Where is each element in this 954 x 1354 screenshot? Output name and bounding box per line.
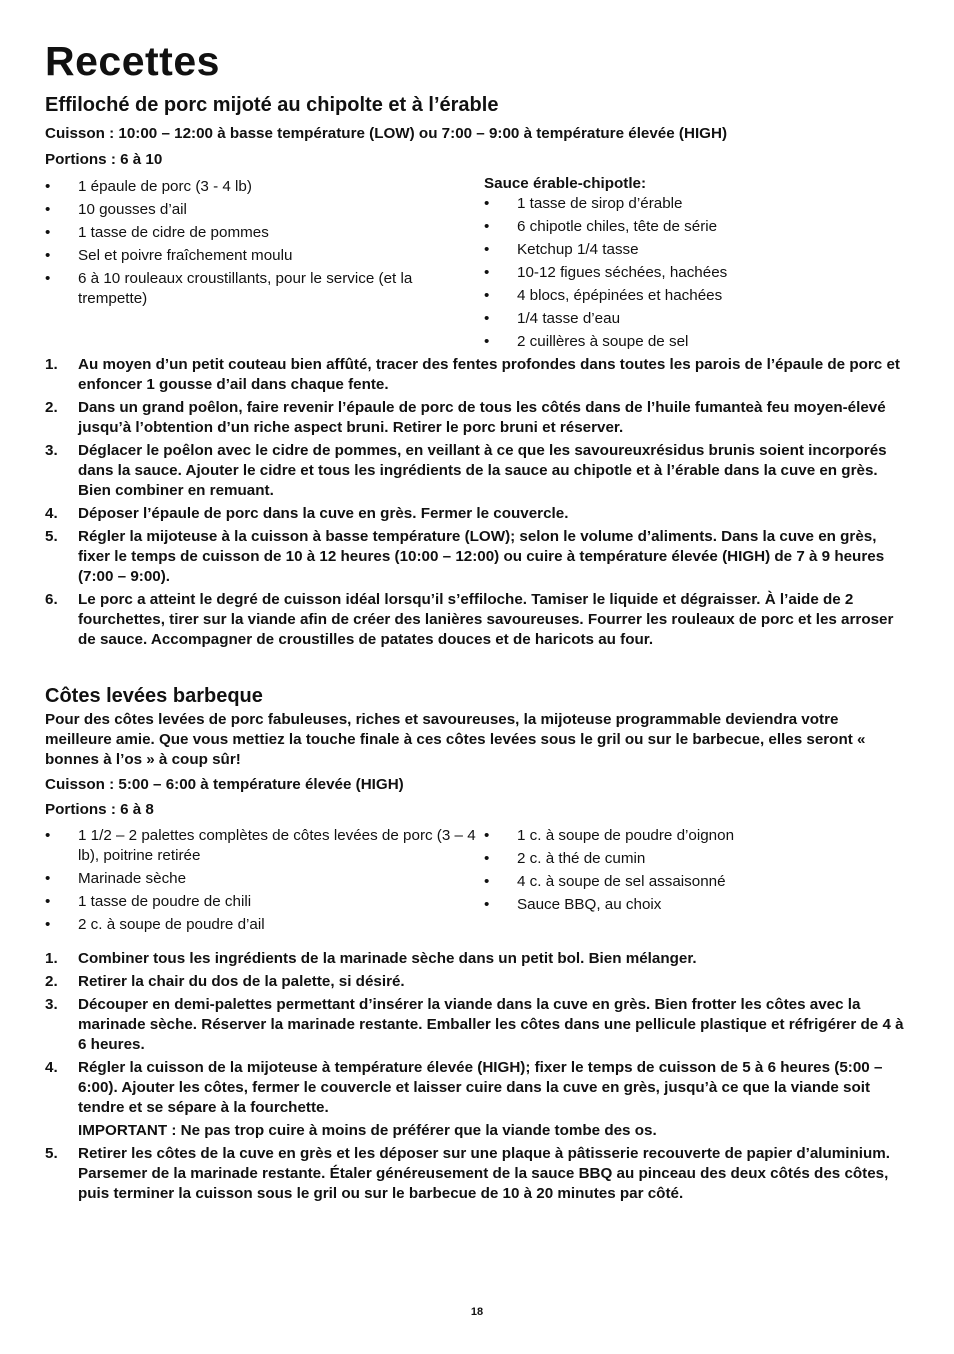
page-number: 18	[470, 1306, 484, 1318]
step-text: Découper en demi-palettes permettant d’insérer la viande dans la cuve en grès. Bien frotter les côtes avec la marinade sèche. Réserver la marinade restante. Emballer les côtes dans une pellicule plastique et réfrigérer de 4 à 6 heures.	[78, 996, 904, 1053]
step-item	[45, 1058, 907, 1118]
recipe2-ingredients-right	[484, 826, 907, 935]
step-number: 2.	[45, 399, 58, 416]
page-title: Recettes	[45, 38, 220, 84]
recipe2-ingredients-left	[45, 826, 484, 935]
step-item	[45, 398, 907, 438]
ingredient-item: • 10 gousses d’ail	[45, 200, 484, 220]
step-number: 1.	[45, 356, 58, 373]
step-number: 3.	[45, 442, 58, 459]
sauce-ingredient-item: • 1/4 tasse d’eau	[484, 309, 907, 329]
recipe2-cooking-time: Cuisson : 5:00 – 6:00 à température élevée (HIGH)	[45, 776, 404, 793]
ingredient-item: • 1 tasse de cidre de pommes	[45, 223, 484, 243]
step-number: 2.	[45, 973, 58, 990]
recipe1-ingredients-left	[45, 174, 484, 352]
recipe2-title: Côtes levées barbeque	[45, 685, 263, 707]
sauce-ingredient-item: • 1 tasse de sirop d’érable	[484, 194, 907, 214]
recipe2-intro: Pour des côtes levées de porc fabuleuses, riches et savoureuses, la mijoteuse programmable deviendra votre meilleure amie. Que vous mettiez la touche finale à ces côtes levées sous le gril ou sur le barbecue, elles seront « bonnes à l’os » à coup sûr!	[45, 711, 866, 768]
sauce-ingredient-item: • 4 blocs, épépinées et hachées	[484, 286, 907, 306]
ingredient-item: • Sel et poivre fraîchement moulu	[45, 246, 484, 266]
recipe2-steps	[45, 949, 907, 1204]
step-number: 5.	[45, 1145, 58, 1162]
step-item	[45, 527, 907, 587]
step-text: Au moyen d’un petit couteau bien affûté, tracer des fentes profondes dans toutes les parois de l’épaule de porc et enfoncer 1 gousse d’ail dans chaque fente.	[78, 356, 900, 393]
step-number: 4.	[45, 505, 58, 522]
step-text: Retirer la chair du dos de la palette, si désiré.	[78, 973, 405, 990]
ingredient-item: • 1 tasse de poudre de chili	[45, 892, 484, 912]
ingredient-item: • 1 épaule de porc (3 - 4 lb)	[45, 177, 484, 197]
ingredient-item: • 2 c. à soupe de poudre d’ail	[45, 915, 484, 935]
recipe2-ingredients	[45, 826, 907, 935]
step-item	[45, 504, 907, 524]
ingredient-item: • 4 c. à soupe de sel assaisonné	[484, 872, 907, 892]
ingredient-item: • 6 à 10 rouleaux croustillants, pour le service (et la trempette)	[45, 269, 484, 309]
step-text: Déglacer le poêlon avec le cidre de pommes, en veillant à ce que les savoureuxrésidus brunis soient incorporés dans la sauce. Ajouter le cidre et tous les ingrédients de la sauce au chipotle et à l’érable dans la cuve en grès. Bien combiner en remuant.	[78, 442, 887, 499]
step-number: 4.	[45, 1059, 58, 1076]
step-text: Retirer les côtes de la cuve en grès et les déposer sur une plaque à pâtisserie recouverte de papier d’aluminium. Parsemer de la marinade restante. Étaler généreusement de la sauce BBQ au pinceau des deux côtés des côtes, puis terminer la cuisson sous le gril ou sur le barbecue de 10 à 20 minutes par côté.	[78, 1145, 890, 1202]
step-item	[45, 995, 907, 1055]
step-number: 5.	[45, 528, 58, 545]
ingredient-item: • 1 1/2 – 2 palettes complètes de côtes levées de porc (3 – 4 lb), poitrine retirée	[45, 826, 484, 866]
step-text: Déposer l’épaule de porc dans la cuve en grès. Fermer le couvercle.	[78, 505, 569, 522]
recipe2-servings: Portions : 6 à 8	[45, 801, 154, 818]
sauce-ingredient-item: • 6 chipotle chiles, tête de série	[484, 217, 907, 237]
step-item	[45, 949, 907, 969]
step-text: Le porc a atteint le degré de cuisson idéal lorsqu’il s’effiloche. Tamiser le liquide et dégraisser. À l’aide de 2 fourchettes, tirer sur la viande afin de créer des lanières savoureuses. Fourrer les rouleaux de porc et les arroser de sauce. Accompagner de croustilles de patates douces et de haricots au four.	[78, 591, 894, 648]
ingredient-item: • Sauce BBQ, au choix	[484, 895, 907, 915]
sauce-ingredient-item: • Ketchup 1/4 tasse	[484, 240, 907, 260]
step-item	[45, 441, 907, 501]
document-page	[45, 38, 907, 1204]
step-text: Régler la mijoteuse à la cuisson à basse température (LOW); selon le volume d’aliments. Dans la cuve en grès, fixer le temps de cuisson de 10 à 12 heures (10:00 – 12:00) ou cuire à température élevée (HIGH) de 7 à 9 heures (7:00 – 9:00).	[78, 528, 885, 585]
step-number: 6.	[45, 591, 58, 608]
step-item	[45, 355, 907, 395]
step-item	[45, 1144, 907, 1204]
step-item	[45, 972, 907, 992]
step-text: Combiner tous les ingrédients de la marinade sèche dans un petit bol. Bien mélanger.	[78, 950, 697, 967]
ingredient-item: • 2 c. à thé de cumin	[484, 849, 907, 869]
recipe1-servings: Portions : 6 à 10	[45, 151, 163, 168]
step-text: Régler la cuisson de la mijoteuse à température élevée (HIGH); fixer le temps de cuisson de 5 à 6 heures (5:00 – 6:00). Ajouter les côtes, fermer le couvercle et laisser cuire dans la cuve en grès, jusqu’à ce que la viande soit tendre et se sépare à la fourchette.	[78, 1059, 883, 1116]
sauce-ingredient-item: • 10-12 figues séchées, hachées	[484, 263, 907, 283]
important-note: IMPORTANT : Ne pas trop cuire à moins de préférer que la viande tombe des os.	[78, 1122, 657, 1139]
ingredient-item: • Marinade sèche	[45, 869, 484, 889]
recipe1-steps	[45, 355, 907, 650]
step-number: 3.	[45, 996, 58, 1013]
sauce-ingredient-item: • 2 cuillères à soupe de sel	[484, 332, 907, 352]
sauce-title: Sauce érable-chipotle:	[484, 175, 647, 192]
step-text: Dans un grand poêlon, faire revenir l’épaule de porc de tous les côtés dans de l’huile fumanteà feu moyen-élevé jusqu’à l’obtention d’un riche aspect bruni. Retirer le porc bruni et réserver.	[78, 399, 886, 436]
step-item	[45, 590, 907, 650]
step-number: 1.	[45, 950, 58, 967]
recipe1-title: Effiloché de porc mijoté au chipolte et à l’érable	[45, 94, 499, 116]
recipe1-cooking-time: Cuisson : 10:00 – 12:00 à basse température (LOW) ou 7:00 – 9:00 à température élevée (HIGH)	[45, 125, 728, 142]
recipe1-sauce	[484, 174, 907, 352]
ingredient-item: • 1 c. à soupe de poudre d’oignon	[484, 826, 907, 846]
recipe1-ingredients	[45, 174, 907, 352]
